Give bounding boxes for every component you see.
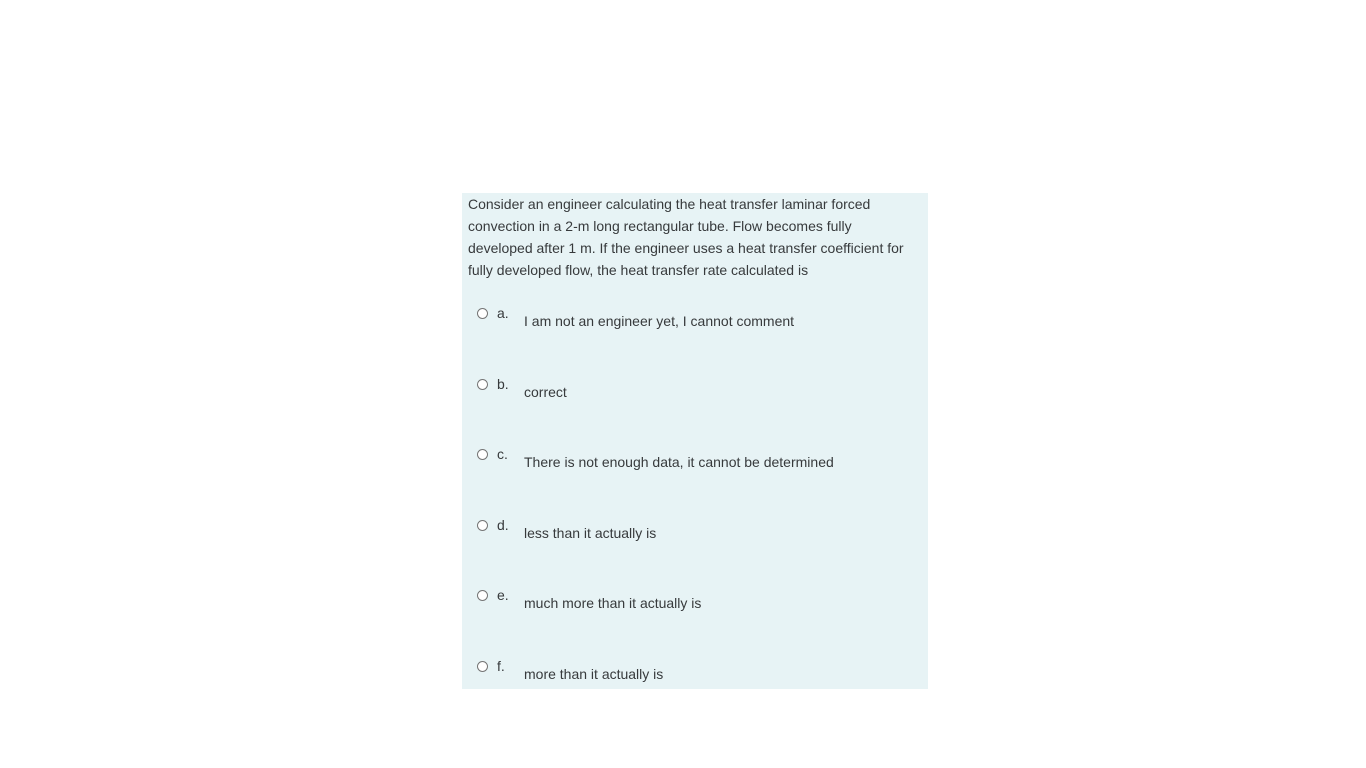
- answer-text-f[interactable]: more than it actually is: [524, 666, 664, 682]
- answer-option-f[interactable]: [462, 658, 928, 701]
- radio-button-d[interactable]: [477, 520, 488, 531]
- question-text: Consider an engineer calculating the heat transfer laminar forced convection in a 2-m long rectangular tube. Flow becomes fully developed after 1 m. If the engineer uses a heat transfer coefficient for fully developed flow, the heat transfer rate calculated is: [468, 196, 904, 278]
- radio-button-a[interactable]: [477, 308, 488, 319]
- answer-option-a[interactable]: [462, 305, 928, 348]
- answer-letter-e: e.: [497, 587, 509, 603]
- answer-text-e[interactable]: much more than it actually is: [524, 595, 702, 611]
- answer-option-d[interactable]: [462, 517, 928, 560]
- radio-button-f[interactable]: [477, 661, 488, 672]
- radio-button-e[interactable]: [477, 590, 488, 601]
- answer-option-b[interactable]: [462, 376, 928, 419]
- answer-text-b[interactable]: correct: [524, 384, 567, 400]
- answer-letter-f: f.: [497, 658, 505, 674]
- answer-option-e[interactable]: [462, 587, 928, 630]
- answer-letter-b: b.: [497, 376, 509, 392]
- answer-letter-a: a.: [497, 305, 509, 321]
- answer-option-c[interactable]: [462, 446, 928, 489]
- answer-letter-c: c.: [497, 446, 508, 462]
- answer-letter-d: d.: [497, 517, 509, 533]
- radio-button-c[interactable]: [477, 449, 488, 460]
- answer-text-d[interactable]: less than it actually is: [524, 525, 657, 541]
- answer-text-a[interactable]: I am not an engineer yet, I cannot comment: [524, 313, 795, 329]
- question-card: [462, 193, 928, 689]
- answer-text-c[interactable]: There is not enough data, it cannot be determined: [524, 454, 834, 470]
- radio-button-b[interactable]: [477, 379, 488, 390]
